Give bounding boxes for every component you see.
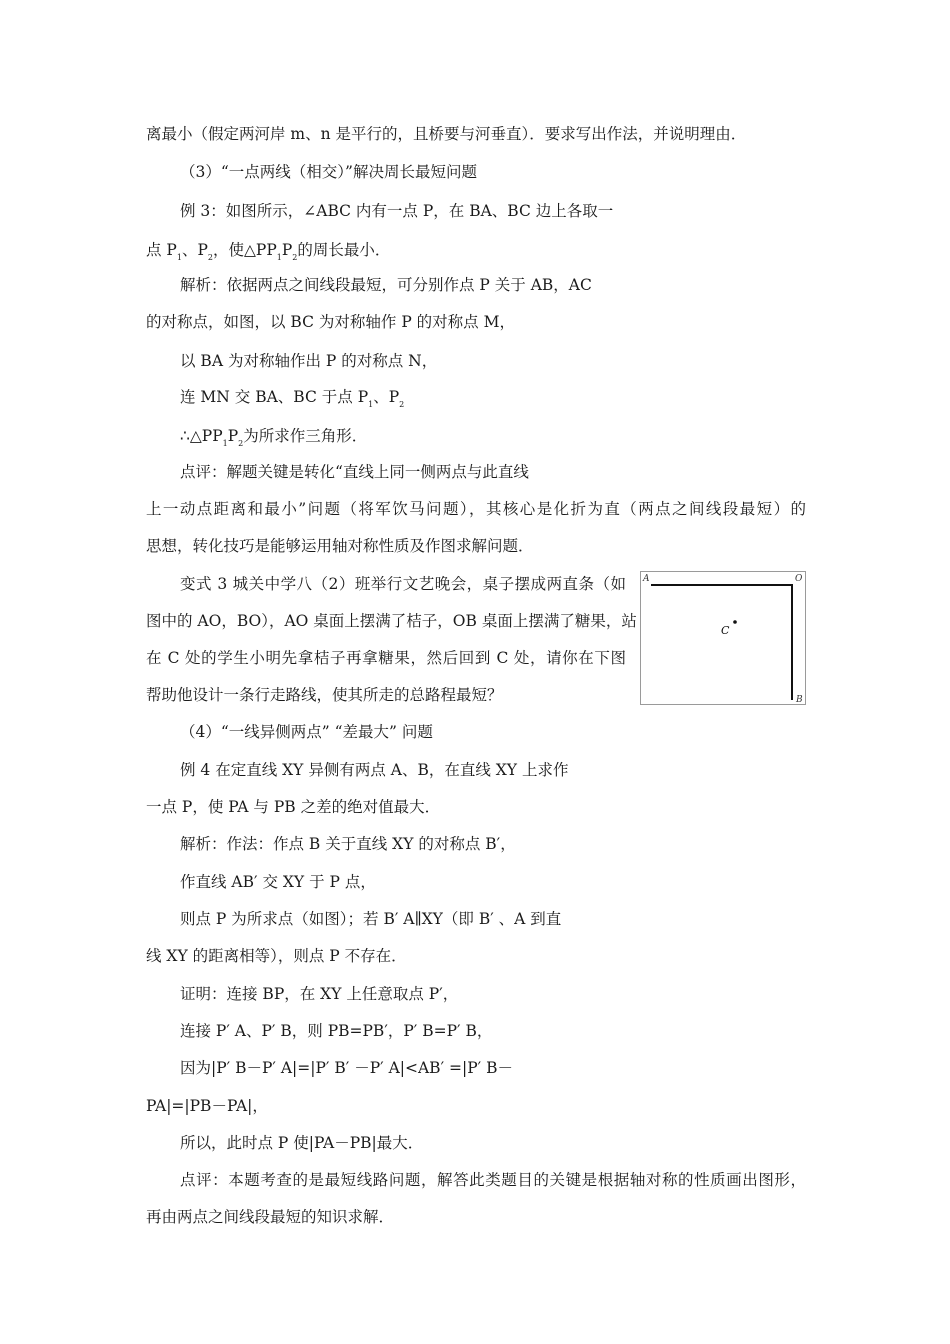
text-line-8: 连 MN 交 BA、BC 于点 $P_1$、$P_2$ xyxy=(180,388,405,409)
text-line-18: 例 4 在定直线 XY 异侧有两点 A、B，在直线 XY 上求作 xyxy=(180,761,569,779)
text-line-17: （4）“一线异侧两点” “差最大” 问题 xyxy=(180,723,433,741)
text-line-12: 思想，转化技巧是能够运用轴对称性质及作图求解问题． xyxy=(146,537,534,555)
text-line-6: 的对称点，如图，以 BC 为对称轴作 P 的对称点 M， xyxy=(146,313,515,331)
text-line-30: 再由两点之间线段最短的知识求解． xyxy=(146,1208,395,1226)
label-o: O xyxy=(795,574,803,584)
text-line-16: 帮助他设计一条行走路线，使其所走的总路程最短？ xyxy=(146,686,503,704)
text-line-9: $\therefore\triangle PP_1P_2$为所求作三角形． xyxy=(180,427,368,448)
text-line-29: 点评：本题考查的是最短线路问题，解答此类题目的关键是根据轴对称的性质画出图形， xyxy=(180,1171,806,1189)
text-line-2: （3）“一点两线（相交）”解决周长最短问题 xyxy=(180,163,477,181)
table-layout-figure xyxy=(640,571,806,705)
text-line-4: 点 $P_1$、$P_2$，使$\triangle PP_1P_2$的周长最小． xyxy=(146,241,391,262)
text-line-11: 上一动点距离和最小”问题（将军饮马问题），其核心是化折为直（两点之间线段最短）的 xyxy=(146,500,806,518)
text-line-20: 解析：作法：作点 B 关于直线 XY 的对称点 B′， xyxy=(180,835,516,853)
label-b: B xyxy=(796,695,803,704)
text-line-7: 以 BA 为对称轴作出 P 的对称点 N， xyxy=(180,352,438,370)
text-line-13: 变式 3 城关中学八（2）班举行文艺晚会，桌子摆成两直条（如 xyxy=(180,575,626,593)
text-line-5: 解析：依据两点之间线段最短，可分别作点 P 关于 AB，AC xyxy=(180,276,592,294)
text-line-23: 线 XY 的距离相等），则点 P 不存在． xyxy=(146,947,407,965)
table-layout-diagram xyxy=(641,572,805,704)
label-c: C xyxy=(721,624,730,637)
text-line-24: 证明：连接 BP，在 XY 上任意取点 P′， xyxy=(180,985,459,1003)
text-line-15: 在 C 处的学生小明先拿桔子再拿糖果，然后回到 C 处，请你在下图 xyxy=(146,649,626,667)
text-line-28: 所以，此时点 P 使|PA－PB|最大． xyxy=(180,1134,424,1152)
text-line-25: 连接 P′ A、P′ B，则 PB=PB′，P′ B=P′ B， xyxy=(180,1022,493,1040)
label-a: A xyxy=(643,574,650,584)
text-line-22: 则点 P 为所求点（如图）；若 B′ A∥XY（即 B′ 、A 到直 xyxy=(180,910,562,928)
text-line-21: 作直线 AB′ 交 XY 于 P 点， xyxy=(180,873,376,891)
text-line-3: 例 3：如图所示，∠ABC 内有一点 P，在 BA、BC 边上各取一 xyxy=(180,202,614,220)
text-line-27: PA|=|PB－PA|， xyxy=(146,1097,268,1115)
text-line-10: 点评：解题关键是转化“直线上同一侧两点与此直线 xyxy=(180,463,529,481)
text-line-26: 因为|P′ B－P′ A|=|P′ B′ －P′ A|<AB′ =|P′ B－ xyxy=(180,1059,513,1077)
point-c-dot xyxy=(733,620,737,624)
text-line-19: 一点 P，使 PA 与 PB 之差的绝对值最大． xyxy=(146,798,441,816)
text-line-14: 图中的 AO，BO），AO 桌面上摆满了桔子，OB 桌面上摆满了糖果，站 xyxy=(146,612,637,630)
text-line-1: 离最小（假定两河岸 m、n 是平行的，且桥要与河垂直）．要求写出作法，并说明理由． xyxy=(146,125,747,143)
